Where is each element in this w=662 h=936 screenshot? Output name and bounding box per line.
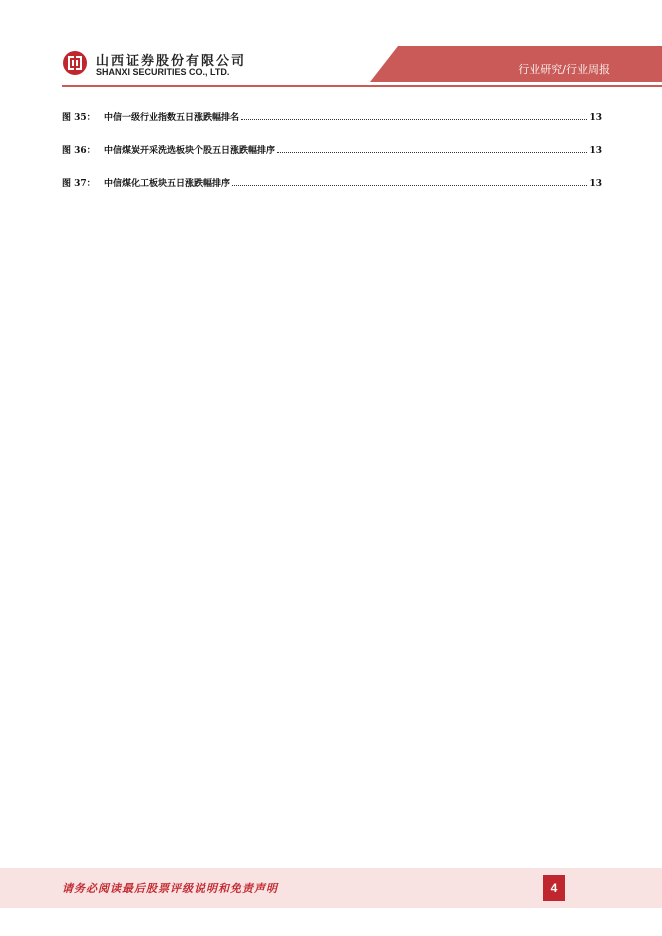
figure-table-of-contents [62, 110, 602, 209]
disclaimer-notice: 请务必阅读最后股票评级说明和免责声明 [62, 882, 278, 895]
shanxi-securities-logo-icon [62, 50, 88, 76]
toc-figure-title: 中信一级行业指数五日涨跌幅排名 [104, 113, 240, 123]
toc-figure-number: 图 36： [62, 146, 96, 156]
page-footer [0, 868, 662, 908]
toc-entry[interactable] [62, 143, 602, 159]
toc-dot-leader [232, 184, 587, 186]
toc-entry[interactable] [62, 176, 602, 192]
page-header [0, 0, 662, 90]
report-type-label: 行业研究/行业周报 [518, 63, 610, 76]
company-name-chinese: 山西证券股份有限公司 [96, 54, 247, 69]
toc-dot-leader [241, 118, 587, 120]
page-number-badge: 4 [543, 875, 565, 901]
toc-figure-number: 图 35： [62, 113, 96, 123]
toc-page-number: 13 [589, 113, 602, 123]
toc-figure-title: 中信煤化工板块五日涨跌幅排序 [104, 179, 231, 189]
company-name-english: SHANXI SECURITIES CO., LTD. [96, 67, 230, 77]
toc-figure-number: 图 37： [62, 179, 96, 189]
toc-dot-leader [277, 151, 587, 153]
toc-page-number: 13 [589, 179, 602, 189]
toc-page-number: 13 [589, 146, 602, 156]
toc-entry[interactable] [62, 110, 602, 126]
toc-figure-title: 中信煤炭开采洗选板块个股五日涨跌幅排序 [104, 146, 276, 156]
